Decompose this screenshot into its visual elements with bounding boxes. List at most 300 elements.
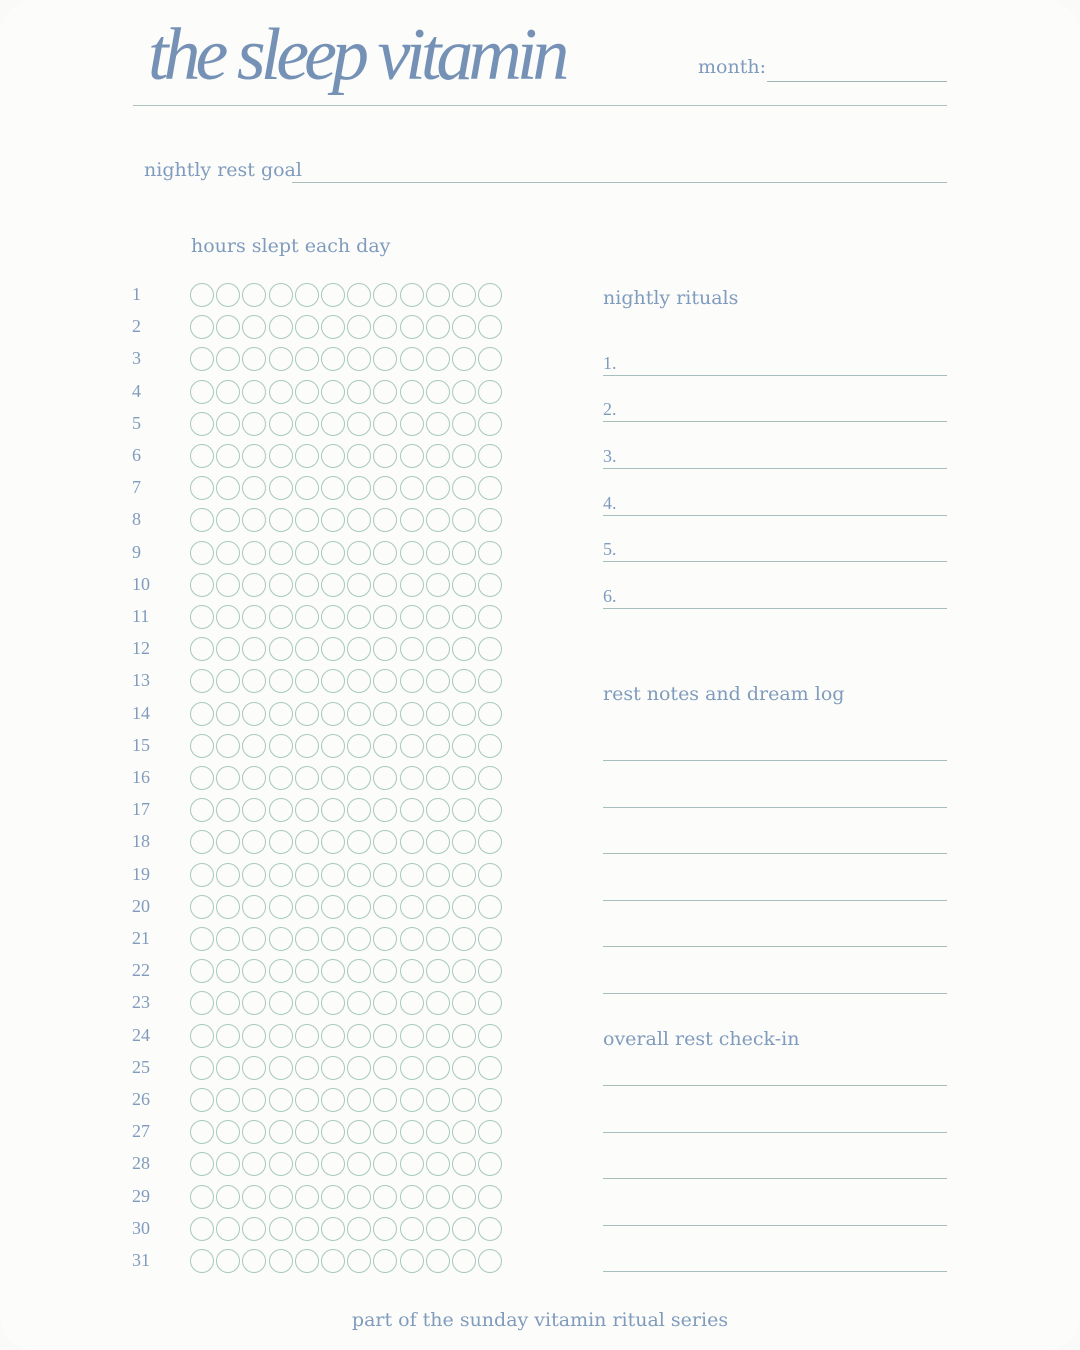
hour-circle[interactable]	[347, 734, 371, 758]
hour-circle[interactable]	[426, 798, 450, 822]
hour-circle[interactable]	[190, 927, 214, 951]
hour-circle[interactable]	[321, 283, 345, 307]
hour-circle[interactable]	[347, 1088, 371, 1112]
hour-circle[interactable]	[452, 1088, 476, 1112]
hour-circle[interactable]	[347, 798, 371, 822]
hour-circle[interactable]	[242, 476, 266, 500]
hour-circle[interactable]	[216, 669, 240, 693]
hour-circle[interactable]	[269, 927, 293, 951]
hour-circle[interactable]	[216, 863, 240, 887]
hour-circle[interactable]	[216, 798, 240, 822]
hour-circle[interactable]	[295, 798, 319, 822]
hour-circle[interactable]	[242, 830, 266, 854]
hour-circle[interactable]	[373, 863, 397, 887]
hour-circle[interactable]	[347, 959, 371, 983]
hour-circle[interactable]	[190, 1120, 214, 1144]
hour-circle[interactable]	[190, 605, 214, 629]
hour-circle[interactable]	[216, 637, 240, 661]
hour-circle[interactable]	[373, 798, 397, 822]
hour-circle[interactable]	[478, 380, 502, 404]
hour-circle[interactable]	[426, 1152, 450, 1176]
hour-circle[interactable]	[269, 669, 293, 693]
hour-circle[interactable]	[426, 895, 450, 919]
hour-circle[interactable]	[216, 1185, 240, 1209]
hour-circle[interactable]	[478, 1056, 502, 1080]
hour-circle[interactable]	[321, 669, 345, 693]
dream-log-line[interactable]	[603, 900, 947, 901]
hour-circle[interactable]	[400, 798, 424, 822]
hour-circle[interactable]	[242, 927, 266, 951]
hour-circle[interactable]	[478, 798, 502, 822]
hour-circle[interactable]	[242, 895, 266, 919]
hour-circle[interactable]	[478, 766, 502, 790]
hour-circle[interactable]	[269, 347, 293, 371]
hour-circle[interactable]	[452, 927, 476, 951]
hour-circle[interactable]	[190, 798, 214, 822]
hour-circle[interactable]	[190, 1056, 214, 1080]
hour-circle[interactable]	[347, 1152, 371, 1176]
hour-circle[interactable]	[452, 798, 476, 822]
hour-circle[interactable]	[347, 863, 371, 887]
hour-circle[interactable]	[321, 412, 345, 436]
hour-circle[interactable]	[242, 1120, 266, 1144]
hour-circle[interactable]	[321, 1088, 345, 1112]
hour-circle[interactable]	[295, 605, 319, 629]
hour-circle[interactable]	[321, 927, 345, 951]
hour-circle[interactable]	[426, 476, 450, 500]
hour-circle[interactable]	[426, 508, 450, 532]
hour-circle[interactable]	[452, 573, 476, 597]
hour-circle[interactable]	[216, 283, 240, 307]
hour-circle[interactable]	[190, 895, 214, 919]
hour-circle[interactable]	[426, 1088, 450, 1112]
hour-circle[interactable]	[216, 412, 240, 436]
hour-circle[interactable]	[400, 927, 424, 951]
hour-circle[interactable]	[347, 347, 371, 371]
hour-circle[interactable]	[373, 734, 397, 758]
hour-circle[interactable]	[373, 508, 397, 532]
hour-circle[interactable]	[321, 444, 345, 468]
hour-circle[interactable]	[269, 1056, 293, 1080]
ritual-line[interactable]	[603, 579, 947, 609]
hour-circle[interactable]	[452, 1185, 476, 1209]
hour-circle[interactable]	[190, 347, 214, 371]
hour-circle[interactable]	[190, 991, 214, 1015]
hour-circle[interactable]	[295, 959, 319, 983]
hour-circle[interactable]	[242, 702, 266, 726]
hour-circle[interactable]	[242, 863, 266, 887]
hour-circle[interactable]	[321, 508, 345, 532]
hour-circle[interactable]	[321, 605, 345, 629]
hour-circle[interactable]	[190, 1249, 214, 1273]
ritual-line[interactable]	[603, 532, 947, 562]
hour-circle[interactable]	[478, 991, 502, 1015]
hour-circle[interactable]	[400, 959, 424, 983]
hour-circle[interactable]	[426, 605, 450, 629]
hour-circle[interactable]	[190, 669, 214, 693]
hour-circle[interactable]	[478, 1088, 502, 1112]
hour-circle[interactable]	[269, 283, 293, 307]
hour-circle[interactable]	[242, 766, 266, 790]
hour-circle[interactable]	[347, 991, 371, 1015]
hour-circle[interactable]	[242, 1185, 266, 1209]
hour-circle[interactable]	[426, 637, 450, 661]
hour-circle[interactable]	[269, 895, 293, 919]
hour-circle[interactable]	[373, 476, 397, 500]
hour-circle[interactable]	[242, 508, 266, 532]
hour-circle[interactable]	[216, 959, 240, 983]
month-field[interactable]	[767, 81, 947, 82]
hour-circle[interactable]	[400, 444, 424, 468]
hour-circle[interactable]	[400, 669, 424, 693]
hour-circle[interactable]	[321, 766, 345, 790]
hour-circle[interactable]	[216, 380, 240, 404]
hour-circle[interactable]	[347, 412, 371, 436]
hour-circle[interactable]	[400, 573, 424, 597]
hour-circle[interactable]	[269, 991, 293, 1015]
hour-circle[interactable]	[373, 541, 397, 565]
hour-circle[interactable]	[426, 669, 450, 693]
hour-circle[interactable]	[452, 1120, 476, 1144]
hour-circle[interactable]	[242, 1024, 266, 1048]
hour-circle[interactable]	[295, 895, 319, 919]
hour-circle[interactable]	[242, 1152, 266, 1176]
hour-circle[interactable]	[452, 637, 476, 661]
hour-circle[interactable]	[216, 1249, 240, 1273]
hour-circle[interactable]	[321, 1152, 345, 1176]
hour-circle[interactable]	[400, 476, 424, 500]
hour-circle[interactable]	[295, 380, 319, 404]
hour-circle[interactable]	[373, 1056, 397, 1080]
hour-circle[interactable]	[321, 830, 345, 854]
hour-circle[interactable]	[373, 1024, 397, 1048]
hour-circle[interactable]	[373, 927, 397, 951]
hour-circle[interactable]	[242, 444, 266, 468]
hour-circle[interactable]	[295, 1120, 319, 1144]
hour-circle[interactable]	[400, 1088, 424, 1112]
hour-circle[interactable]	[373, 959, 397, 983]
hour-circle[interactable]	[269, 380, 293, 404]
hour-circle[interactable]	[347, 830, 371, 854]
hour-circle[interactable]	[373, 702, 397, 726]
hour-circle[interactable]	[216, 573, 240, 597]
hour-circle[interactable]	[400, 508, 424, 532]
hour-circle[interactable]	[216, 702, 240, 726]
hour-circle[interactable]	[478, 1120, 502, 1144]
hour-circle[interactable]	[426, 347, 450, 371]
hour-circle[interactable]	[242, 1088, 266, 1112]
hour-circle[interactable]	[452, 959, 476, 983]
hour-circle[interactable]	[347, 444, 371, 468]
hour-circle[interactable]	[373, 444, 397, 468]
hour-circle[interactable]	[190, 412, 214, 436]
hour-circle[interactable]	[347, 476, 371, 500]
hour-circle[interactable]	[400, 702, 424, 726]
hour-circle[interactable]	[373, 1217, 397, 1241]
hour-circle[interactable]	[190, 830, 214, 854]
hour-circle[interactable]	[426, 315, 450, 339]
hour-circle[interactable]	[295, 508, 319, 532]
hour-circle[interactable]	[216, 927, 240, 951]
hour-circle[interactable]	[295, 830, 319, 854]
hour-circle[interactable]	[321, 1249, 345, 1273]
hour-circle[interactable]	[426, 991, 450, 1015]
hour-circle[interactable]	[400, 1152, 424, 1176]
hour-circle[interactable]	[321, 637, 345, 661]
hour-circle[interactable]	[295, 1249, 319, 1273]
hour-circle[interactable]	[426, 766, 450, 790]
hour-circle[interactable]	[190, 1185, 214, 1209]
hour-circle[interactable]	[478, 637, 502, 661]
hour-circle[interactable]	[347, 508, 371, 532]
hour-circle[interactable]	[426, 1056, 450, 1080]
hour-circle[interactable]	[452, 476, 476, 500]
hour-circle[interactable]	[400, 991, 424, 1015]
hour-circle[interactable]	[295, 1217, 319, 1241]
hour-circle[interactable]	[426, 830, 450, 854]
hour-circle[interactable]	[478, 573, 502, 597]
hour-circle[interactable]	[426, 1024, 450, 1048]
hour-circle[interactable]	[242, 734, 266, 758]
hour-circle[interactable]	[452, 991, 476, 1015]
hour-circle[interactable]	[347, 283, 371, 307]
hour-circle[interactable]	[400, 347, 424, 371]
hour-circle[interactable]	[216, 1056, 240, 1080]
hour-circle[interactable]	[216, 444, 240, 468]
hour-circle[interactable]	[242, 605, 266, 629]
hour-circle[interactable]	[478, 315, 502, 339]
hour-circle[interactable]	[478, 1185, 502, 1209]
hour-circle[interactable]	[216, 734, 240, 758]
hour-circle[interactable]	[190, 283, 214, 307]
hour-circle[interactable]	[269, 1217, 293, 1241]
hour-circle[interactable]	[373, 573, 397, 597]
hour-circle[interactable]	[373, 1249, 397, 1273]
hour-circle[interactable]	[347, 605, 371, 629]
hour-circle[interactable]	[242, 283, 266, 307]
hour-circle[interactable]	[295, 315, 319, 339]
hour-circle[interactable]	[400, 895, 424, 919]
hour-circle[interactable]	[452, 895, 476, 919]
hour-circle[interactable]	[452, 1152, 476, 1176]
hour-circle[interactable]	[190, 1152, 214, 1176]
hour-circle[interactable]	[400, 830, 424, 854]
hour-circle[interactable]	[269, 863, 293, 887]
hour-circle[interactable]	[452, 1056, 476, 1080]
hour-circle[interactable]	[321, 1024, 345, 1048]
hour-circle[interactable]	[190, 444, 214, 468]
hour-circle[interactable]	[295, 283, 319, 307]
dream-log-line[interactable]	[603, 760, 947, 761]
hour-circle[interactable]	[295, 669, 319, 693]
hour-circle[interactable]	[269, 315, 293, 339]
hour-circle[interactable]	[478, 476, 502, 500]
hour-circle[interactable]	[321, 895, 345, 919]
hour-circle[interactable]	[347, 702, 371, 726]
hour-circle[interactable]	[373, 669, 397, 693]
hour-circle[interactable]	[426, 1185, 450, 1209]
hour-circle[interactable]	[452, 605, 476, 629]
hour-circle[interactable]	[452, 315, 476, 339]
hour-circle[interactable]	[478, 669, 502, 693]
hour-circle[interactable]	[216, 1024, 240, 1048]
hour-circle[interactable]	[269, 1185, 293, 1209]
hour-circle[interactable]	[452, 444, 476, 468]
hour-circle[interactable]	[190, 1217, 214, 1241]
hour-circle[interactable]	[400, 1217, 424, 1241]
hour-circle[interactable]	[478, 347, 502, 371]
hour-circle[interactable]	[478, 895, 502, 919]
hour-circle[interactable]	[242, 315, 266, 339]
hour-circle[interactable]	[347, 1024, 371, 1048]
hour-circle[interactable]	[400, 380, 424, 404]
hour-circle[interactable]	[373, 1185, 397, 1209]
hour-circle[interactable]	[452, 541, 476, 565]
hour-circle[interactable]	[216, 508, 240, 532]
hour-circle[interactable]	[295, 573, 319, 597]
hour-circle[interactable]	[347, 637, 371, 661]
hour-circle[interactable]	[347, 541, 371, 565]
hour-circle[interactable]	[400, 412, 424, 436]
hour-circle[interactable]	[426, 380, 450, 404]
hour-circle[interactable]	[478, 412, 502, 436]
hour-circle[interactable]	[321, 1056, 345, 1080]
hour-circle[interactable]	[478, 508, 502, 532]
hour-circle[interactable]	[321, 347, 345, 371]
hour-circle[interactable]	[190, 1088, 214, 1112]
hour-circle[interactable]	[190, 541, 214, 565]
hour-circle[interactable]	[321, 798, 345, 822]
hour-circle[interactable]	[373, 766, 397, 790]
hour-circle[interactable]	[321, 380, 345, 404]
hour-circle[interactable]	[295, 541, 319, 565]
hour-circle[interactable]	[269, 444, 293, 468]
hour-circle[interactable]	[295, 1024, 319, 1048]
hour-circle[interactable]	[478, 283, 502, 307]
hour-circle[interactable]	[295, 1088, 319, 1112]
hour-circle[interactable]	[269, 1088, 293, 1112]
checkin-line[interactable]	[603, 1132, 947, 1133]
hour-circle[interactable]	[452, 766, 476, 790]
hour-circle[interactable]	[478, 927, 502, 951]
hour-circle[interactable]	[400, 863, 424, 887]
hour-circle[interactable]	[426, 927, 450, 951]
hour-circle[interactable]	[373, 991, 397, 1015]
hour-circle[interactable]	[216, 766, 240, 790]
hour-circle[interactable]	[269, 798, 293, 822]
hour-circle[interactable]	[400, 766, 424, 790]
hour-circle[interactable]	[426, 863, 450, 887]
hour-circle[interactable]	[242, 1249, 266, 1273]
hour-circle[interactable]	[216, 1088, 240, 1112]
hour-circle[interactable]	[190, 1024, 214, 1048]
hour-circle[interactable]	[452, 702, 476, 726]
hour-circle[interactable]	[400, 1185, 424, 1209]
hour-circle[interactable]	[295, 637, 319, 661]
hour-circle[interactable]	[452, 1217, 476, 1241]
hour-circle[interactable]	[269, 766, 293, 790]
hour-circle[interactable]	[426, 283, 450, 307]
hour-circle[interactable]	[321, 1120, 345, 1144]
checkin-line[interactable]	[603, 1271, 947, 1272]
hour-circle[interactable]	[321, 476, 345, 500]
hour-circle[interactable]	[321, 315, 345, 339]
hour-circle[interactable]	[478, 1249, 502, 1273]
hour-circle[interactable]	[295, 1152, 319, 1176]
hour-circle[interactable]	[269, 1024, 293, 1048]
ritual-line[interactable]	[603, 439, 947, 469]
hour-circle[interactable]	[269, 830, 293, 854]
hour-circle[interactable]	[269, 734, 293, 758]
hour-circle[interactable]	[242, 412, 266, 436]
hour-circle[interactable]	[216, 1217, 240, 1241]
hour-circle[interactable]	[347, 315, 371, 339]
hour-circle[interactable]	[216, 895, 240, 919]
dream-log-line[interactable]	[603, 853, 947, 854]
hour-circle[interactable]	[426, 412, 450, 436]
hour-circle[interactable]	[452, 1249, 476, 1273]
hour-circle[interactable]	[373, 605, 397, 629]
hour-circle[interactable]	[269, 1249, 293, 1273]
dream-log-line[interactable]	[603, 807, 947, 808]
hour-circle[interactable]	[347, 380, 371, 404]
hour-circle[interactable]	[426, 734, 450, 758]
hour-circle[interactable]	[400, 541, 424, 565]
hour-circle[interactable]	[242, 669, 266, 693]
ritual-line[interactable]	[603, 486, 947, 516]
hour-circle[interactable]	[478, 1152, 502, 1176]
hour-circle[interactable]	[269, 541, 293, 565]
hour-circle[interactable]	[269, 508, 293, 532]
hour-circle[interactable]	[190, 315, 214, 339]
hour-circle[interactable]	[242, 1056, 266, 1080]
dream-log-line[interactable]	[603, 993, 947, 994]
hour-circle[interactable]	[216, 605, 240, 629]
hour-circle[interactable]	[190, 508, 214, 532]
hour-circle[interactable]	[242, 541, 266, 565]
hour-circle[interactable]	[321, 959, 345, 983]
hour-circle[interactable]	[347, 1217, 371, 1241]
hour-circle[interactable]	[452, 283, 476, 307]
hour-circle[interactable]	[242, 1217, 266, 1241]
checkin-line[interactable]	[603, 1225, 947, 1226]
hour-circle[interactable]	[347, 1056, 371, 1080]
hour-circle[interactable]	[452, 669, 476, 693]
hour-circle[interactable]	[295, 734, 319, 758]
hour-circle[interactable]	[400, 734, 424, 758]
hour-circle[interactable]	[426, 541, 450, 565]
hour-circle[interactable]	[295, 702, 319, 726]
hour-circle[interactable]	[321, 1185, 345, 1209]
hour-circle[interactable]	[295, 444, 319, 468]
hour-circle[interactable]	[216, 315, 240, 339]
hour-circle[interactable]	[373, 1120, 397, 1144]
hour-circle[interactable]	[373, 347, 397, 371]
hour-circle[interactable]	[190, 380, 214, 404]
hour-circle[interactable]	[373, 283, 397, 307]
hour-circle[interactable]	[269, 476, 293, 500]
hour-circle[interactable]	[373, 830, 397, 854]
hour-circle[interactable]	[295, 476, 319, 500]
hour-circle[interactable]	[478, 702, 502, 726]
hour-circle[interactable]	[452, 380, 476, 404]
hour-circle[interactable]	[269, 637, 293, 661]
hour-circle[interactable]	[321, 1217, 345, 1241]
hour-circle[interactable]	[190, 734, 214, 758]
hour-circle[interactable]	[190, 766, 214, 790]
hour-circle[interactable]	[426, 1120, 450, 1144]
hour-circle[interactable]	[426, 959, 450, 983]
